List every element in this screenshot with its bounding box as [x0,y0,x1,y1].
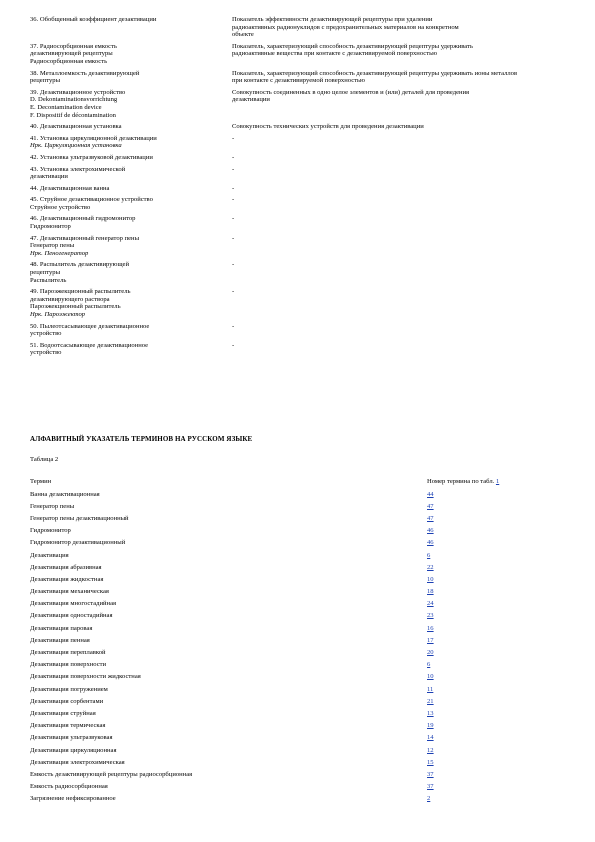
index-row [30,637,570,649]
term-number-link[interactable]: 2 [427,795,431,803]
index-number-cell [427,722,570,734]
term-definition [232,166,570,185]
term-definition [232,185,570,197]
alphabetical-index-table [30,478,570,807]
term-synonym-line: Радиосорбционная емкость [30,57,108,65]
index-number-cell [427,515,570,527]
term-title-line: дезактивации [30,173,68,181]
index-number-cell [427,710,570,722]
term-row [30,261,570,288]
term-name [30,70,232,89]
term-synonym-line: Гидромонитор [30,223,71,231]
index-number-cell [427,539,570,551]
term-name [30,215,232,234]
definition-line: - [232,215,235,223]
term-number-link[interactable]: 37 [427,783,434,791]
index-number-cell [427,661,570,673]
term-row [30,135,570,154]
term-name [30,185,232,197]
index-number-cell [427,673,570,685]
index-header-number [427,478,570,491]
term-row [30,342,570,361]
term-number-link[interactable]: 11 [427,685,434,693]
term-number-link[interactable]: 20 [427,649,434,657]
index-number-cell [427,795,570,807]
index-row [30,747,570,759]
definition-line: радиоактивных радионуклидов с предохранительных материалов на конкретном [232,23,459,31]
term-definition [232,288,570,322]
term-definition [232,16,570,43]
term-row [30,16,570,43]
index-term: Дезактивация жидкостная [30,575,104,583]
term-row [30,166,570,185]
term-definition [232,196,570,215]
term-title-line: 47. Дезактивационный генератор пены [30,234,140,242]
index-term: Дезактивация абразивная [30,563,102,571]
index-number-cell [427,564,570,576]
index-term: Дезактивация [30,551,69,559]
definition-line: - [232,288,235,296]
index-number-cell [427,759,570,771]
term-row [30,215,570,234]
index-term: Дезактивация многостадийная [30,600,117,608]
term-number-link[interactable]: 13 [427,709,434,717]
index-row [30,686,570,698]
index-row [30,661,570,673]
term-name [30,43,232,70]
term-number-link[interactable]: 22 [427,563,434,571]
index-row [30,588,570,600]
index-term: Дезактивация циркуляционная [30,746,117,754]
index-number-cell [427,576,570,588]
definition-line: - [232,234,235,242]
term-title-line: рецептуры [30,269,61,277]
index-row [30,722,570,734]
term-number-link[interactable]: 10 [427,575,434,583]
term-title-line: рецептуры [30,77,61,85]
index-term: Дезактивация механическая [30,588,109,596]
index-row [30,759,570,771]
index-row [30,612,570,624]
index-number-cell [427,503,570,515]
term-definition [232,215,570,234]
term-number-link[interactable]: 44 [427,490,434,498]
index-header-number-label: Номер термина по табл. [427,478,495,485]
definition-line: при контакте с дезактивируемой поверхностью [232,77,365,85]
index-term: Дезактивация струйная [30,709,96,717]
index-row [30,625,570,637]
index-term: Дезактивация термическая [30,722,106,730]
term-title-line: 44. Дезактивационная ванна [30,184,110,192]
term-name [30,196,232,215]
term-title-line: 49. Пароэжекционный распылитель [30,288,131,296]
term-synonym-line: Генератор пены [30,242,75,250]
term-row [30,70,570,89]
table-1-link[interactable]: 1 [495,478,500,485]
definition-line: радиоактивные вещества при контакте с дезактивируемой поверхностью [232,50,438,58]
term-title-line: дезактивирующего раствора [30,295,110,303]
term-name [30,261,232,288]
index-row [30,503,570,515]
term-title-line: 43. Установка электрохимической [30,165,126,173]
definition-line: - [232,341,235,349]
term-number-link[interactable]: 47 [427,514,434,522]
index-term: Гидромонитор [30,527,71,535]
index-row [30,673,570,685]
index-number-cell [427,491,570,503]
index-row [30,649,570,661]
index-number-cell [427,747,570,759]
index-row [30,564,570,576]
term-name [30,323,232,342]
term-synonym-line: Струйное устройство [30,203,91,211]
term-number-link[interactable]: 19 [427,722,434,730]
index-row [30,710,570,722]
term-number-link[interactable]: 12 [427,746,434,754]
index-header-row [30,478,570,491]
term-row [30,235,570,262]
definition-line: Совокупность технических устройств для проведения дезактивации [232,123,424,131]
definition-line: Показатель эффективности дезактивирующей рецептуры при удалении [232,16,433,23]
index-term: Загрязнение нефиксированное [30,795,116,803]
index-term: Дезактивация сорбентами [30,697,104,705]
index-number-cell [427,588,570,600]
index-row [30,600,570,612]
term-title-line: устройство [30,349,62,357]
term-number-link[interactable]: 18 [427,588,434,596]
term-deprecated-line: Нрк. Циркуляционная установка [30,142,122,150]
term-number-link[interactable]: 24 [427,600,434,608]
term-name [30,235,232,262]
index-term: Дезактивация ультразвуковая [30,734,113,742]
term-number-link[interactable]: 37 [427,770,434,778]
term-row [30,123,570,135]
term-title-line: 51. Водоотсасывающее дезактивационное [30,341,149,349]
term-number-link[interactable]: 16 [427,624,434,632]
term-definition [232,154,570,166]
definition-line: - [232,165,235,173]
term-deprecated-line: Нрк. Пеногенератор [30,249,89,257]
index-row [30,515,570,527]
index-number-cell [427,783,570,795]
term-number-link[interactable]: 6 [427,551,431,559]
index-number-cell [427,600,570,612]
term-number-link[interactable]: 17 [427,636,434,644]
term-definition [232,342,570,361]
term-deprecated-line: Нрк. Пароэжектор [30,311,86,318]
term-number-link[interactable]: 46 [427,539,434,547]
index-term: Генератор пены [30,502,75,510]
definition-line: объекте [232,31,254,39]
term-title-line: 37. Радиосорбционная емкость [30,42,117,50]
index-term: Дезактивация переплавкой [30,649,106,657]
term-number-link[interactable]: 21 [427,697,434,705]
index-number-cell [427,649,570,661]
index-number-cell [427,612,570,624]
term-title-line: 39. Дезактивационное устройство [30,88,126,96]
term-name [30,166,232,185]
index-term: Емкость дезактивирующей рецептуры радиосорбционная [30,770,193,778]
index-number-cell [427,527,570,539]
term-row [30,288,570,322]
term-title-line: 45. Струйное дезактивационное устройство [30,196,153,204]
term-definition [232,70,570,89]
term-synonym-line: Распылитель [30,276,67,284]
index-row [30,771,570,783]
index-term: Дезактивация одностадийная [30,612,113,620]
index-row [30,491,570,503]
term-number-link[interactable]: 23 [427,612,434,620]
term-definition [232,89,570,123]
index-term: Дезактивация поверхности жидкостная [30,673,141,681]
definition-line: - [232,322,235,330]
term-number-link[interactable]: 14 [427,734,434,742]
term-name [30,288,232,322]
index-row [30,783,570,795]
index-number-cell [427,552,570,564]
index-term: Дезактивация паровая [30,624,93,632]
term-number-link[interactable]: 46 [427,527,434,535]
index-term: Дезактивация поверхности [30,661,107,669]
table-label: Таблица 2 [30,456,59,463]
index-term: Дезактивация погружением [30,685,108,693]
term-title-line: 38. Металлоемкость дезактивирующей [30,69,140,77]
term-synonym-line: F. Dispositif de décontamination [30,111,116,119]
term-title-line: дезактивирующей рецептуры [30,50,113,58]
index-term: Емкость радиосорбционная [30,783,108,791]
index-row [30,539,570,551]
term-name [30,16,232,43]
term-number-link[interactable]: 47 [427,502,434,510]
definition-line: Совокупность соединенных в одно целое элементов и (или) деталей для проведения [232,88,470,96]
term-definition [232,235,570,262]
index-term: Ванна дезактивационная [30,490,100,498]
term-name [30,89,232,123]
term-title-line: 36. Обобщенный коэффициент дезактивации [30,16,157,23]
term-name [30,154,232,166]
term-name [30,342,232,361]
index-term: Дезактивация пенная [30,636,90,644]
index-row [30,527,570,539]
term-title-line: 40. Дезактивационная установка [30,123,122,131]
term-title-line: устройство [30,330,62,338]
index-term: Гидромонитор дезактивационный [30,539,126,547]
terms-table [30,16,570,361]
term-title-line: 50. Пылеотсасывающее дезактивационное [30,322,150,330]
definition-line: Показатель, характеризующий способность дезактивирующей рецептуры удерживать ионы металлов [232,69,518,77]
term-row [30,196,570,215]
term-row [30,185,570,197]
definition-line: - [232,153,235,161]
term-synonym-line: Пароэжекционный распылитель [30,303,121,311]
index-header-term: Термин [30,478,52,485]
index-row [30,734,570,746]
index-number-cell [427,734,570,746]
definition-line: - [232,196,235,204]
term-name [30,135,232,154]
definition-line: - [232,134,235,142]
term-definition [232,323,570,342]
index-number-cell [427,686,570,698]
index-number-cell [427,625,570,637]
term-title-line: 42. Установка ультразвуковой дезактивации [30,153,153,161]
index-number-cell [427,771,570,783]
definition-line: дезактивации [232,96,270,104]
term-row [30,323,570,342]
term-row [30,43,570,70]
definition-line: - [232,184,235,192]
term-definition [232,135,570,154]
definition-line: Показатель, характеризующий способность дезактивирующей рецептуры удерживать [232,42,473,50]
term-number-link[interactable]: 6 [427,661,431,669]
index-row [30,795,570,807]
term-title-line: 41. Установка циркуляционной дезактивации [30,134,157,142]
term-definition [232,123,570,135]
term-title-line: 46. Дезактивационный гидромонитор [30,215,136,223]
definition-line: - [232,261,235,269]
index-term: Генератор пены дезактивационный [30,514,129,522]
term-row [30,154,570,166]
term-definition [232,43,570,70]
term-name [30,123,232,135]
index-number-cell [427,637,570,649]
index-number-cell [427,698,570,710]
index-row [30,698,570,710]
term-synonym-line: E. Decontamination device [30,103,102,111]
term-row [30,89,570,123]
term-number-link[interactable]: 10 [427,673,434,681]
index-term: Дезактивация электрохимическая [30,758,125,766]
index-row [30,576,570,588]
term-synonym-line: D. Dekontaminationsvorrichtung [30,96,118,104]
section-heading: АЛФАВИТНЫЙ УКАЗАТЕЛЬ ТЕРМИНОВ НА РУССКОМ ЯЗЫКЕ [30,435,253,443]
term-title-line: 48. Распылитель дезактивирующей [30,261,129,269]
term-definition [232,261,570,288]
index-row [30,552,570,564]
term-number-link[interactable]: 15 [427,758,434,766]
